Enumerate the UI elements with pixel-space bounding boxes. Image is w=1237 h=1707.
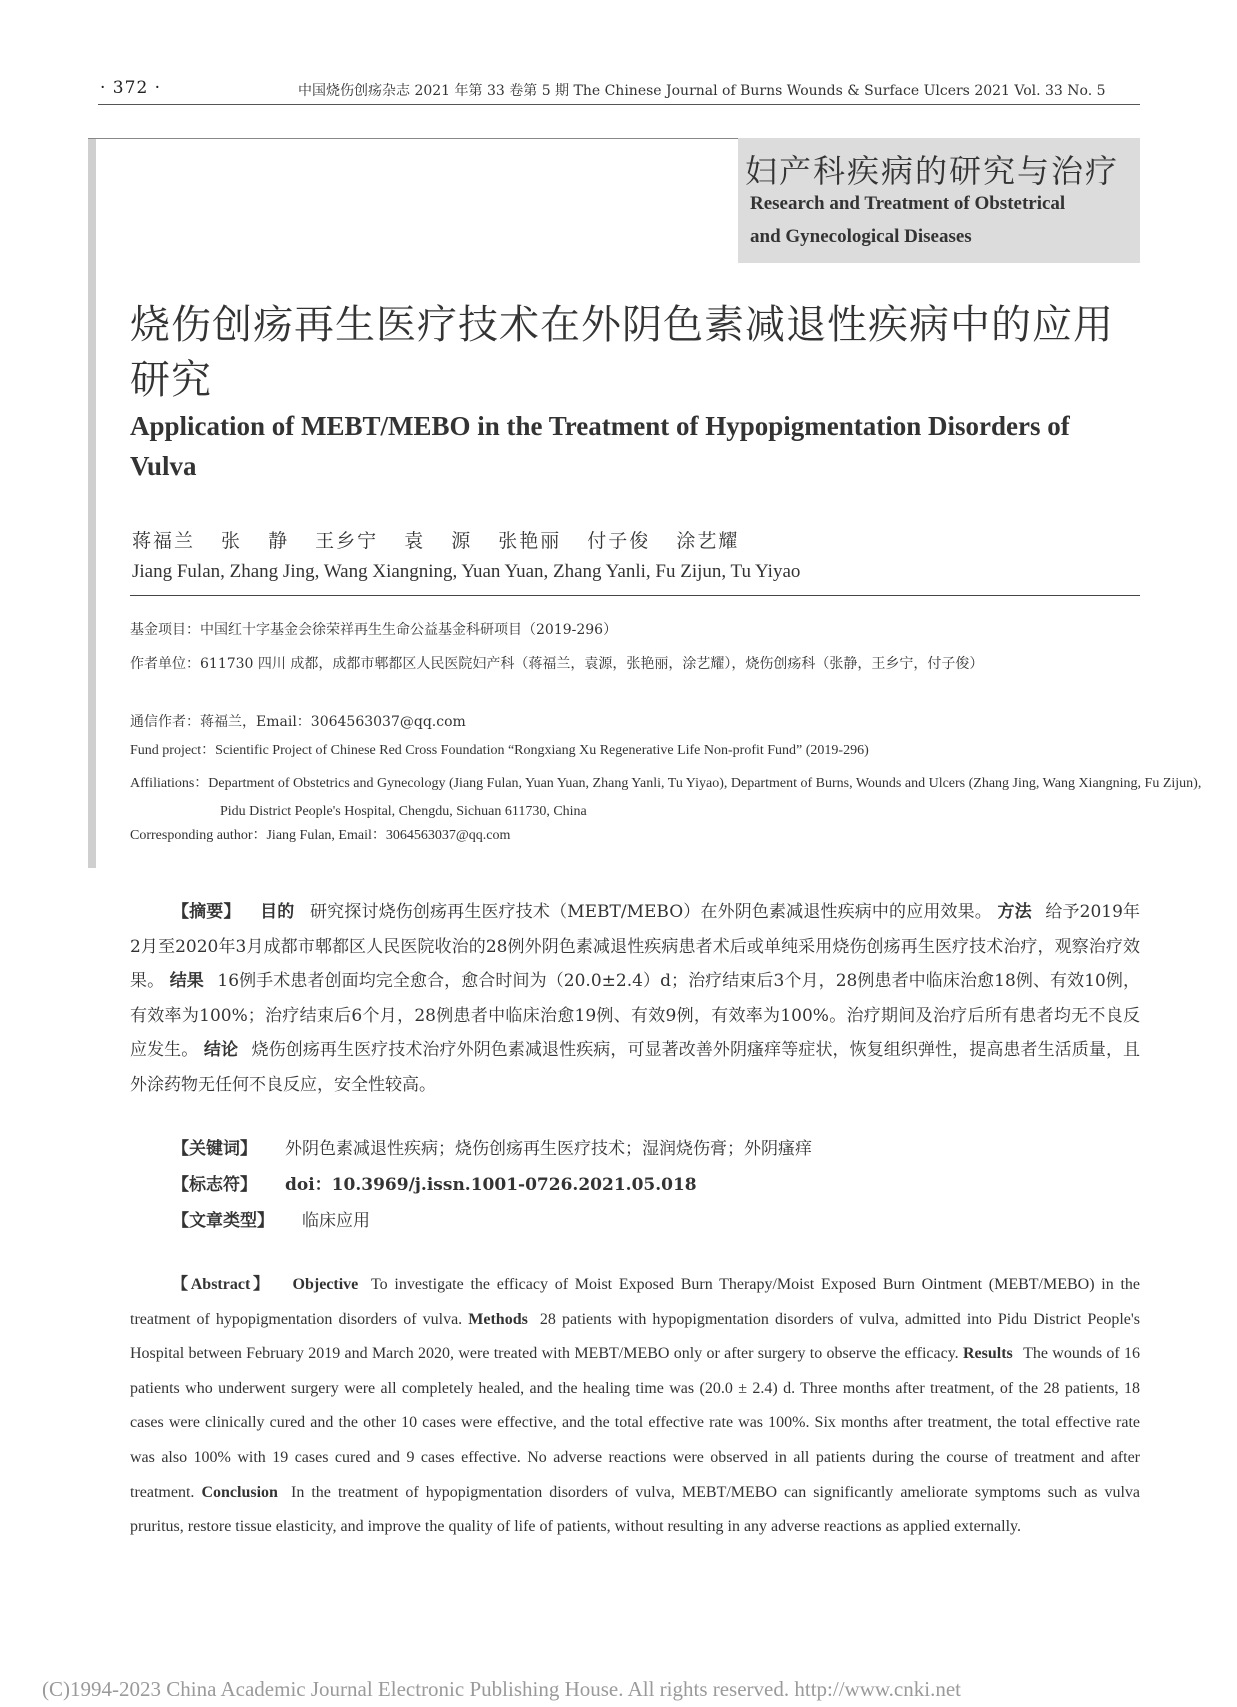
results-cn-text: 16例手术患者创面均完全愈合，愈合时间为（20.0±2.4）d；治疗结束后3个月，28例患者中临床治愈18例、有效10例，有效率为100%；治疗结束后6个月，28例患者中临床治愈19例、有效9例，有效率为100%。治疗期间及治疗后所有患者均无不良反应发生。 [130,971,1141,1060]
authors-cn: 蒋福兰 张 静 王乡宁 袁 源 张艳丽 付子俊 涂艺耀 [132,530,740,552]
fund-cn-text: 中国红十字基金会徐荣祥再生生命公益基金科研项目（2019-296） [200,622,618,638]
corresponding-cn [130,713,1140,731]
doi-text: doi：10.3969/j.issn.1001-0726.2021.05.018 [285,1175,697,1195]
fund-cn [130,621,1140,639]
journal-header: 中国烧伤创疡杂志 2021 年第 33 卷第 5 期 The Chinese Journal of Burns Wounds & Surface Ulcers 2021 Vol. 33 No. 5 [298,83,1106,99]
article-type-label: 【文章类型】 [172,1211,274,1231]
conclusion-cn-text: 烧伤创疡再生医疗技术治疗外阴色素减退性疾病，可显著改善外阴瘙痒等症状，恢复组织弹性，提高患者生活质量，且外涂药物无任何不良反应，安全性较高。 [130,1040,1141,1095]
corresponding-en-text: Jiang Fulan, Email：3064563037@qq.com [266,828,511,843]
abstract-en-label: 【Abstract】 [172,1276,272,1293]
results-en-text: The wounds of 16 patients who underwent surgery were all completely healed, and the healing time was (20.0 ± 2.4) d. Three months after treatment, of the 28 patients, 18 cases were clinically cured and the other 10 cases were effective, and the total effective rate was 100%. Six months after treatment, the total effective rate was also 100% with 19 cases cured and 9 cases effective. No adverse reactions were observed in all patients during the course of treatment and after treatment. [130,1345,1141,1501]
article-title-en: Application of MEBT/MEBO in the Treatment of Hypopigmentation Disorders of Vulva [130,411,1070,481]
authors-divider [130,595,1140,596]
results-cn-label: 结果 [169,971,204,991]
corresponding-en [130,827,1140,845]
copyright-footer: (C)1994-2023 China Academic Journal Electronic Publishing House. All rights reserved. http://www.cnki.net [42,1677,961,1701]
methods-cn-label: 方法 [997,902,1032,922]
objective-cn-label: 目的 [260,902,295,922]
corresponding-cn-label: 通信作者： [130,714,200,730]
conclusion-en-text: In the treatment of hypopigmentation disorders of vulva, MEBT/MEBO can significantly ameliorate symptoms such as vulva pruritus, restore tissue elasticity, and improve the quality of life of patients, without resulting in any adverse reactions as applied externally. [130,1483,1141,1536]
affiliation-cn [130,651,1220,678]
affiliation-cn-label: 作者单位： [130,656,200,672]
corresponding-en-label: Corresponding author： [130,828,267,843]
article-type-row [172,1206,370,1231]
affiliation-en-text: Department of Obstetrics and Gynecology (Jiang Fulan, Yuan Yuan, Zhang Yanli, Tu Yiyao), Department of Burns, Wounds and Ulcers (Zhang Jing, Wang Xiangning, Fu Zijun), Pidu District People's Hospital, Chengdu, Sichuan 611730, China [208,776,1202,819]
left-margin-bar [88,138,96,868]
abstract-en [130,1268,1140,1545]
keywords-row [172,1134,812,1159]
results-en-label: Results [963,1345,1013,1363]
fund-en-text: Scientific Project of Chinese Red Cross Foundation “Rongxiang Xu Regenerative Life Non-profit Fund” (2019-296) [215,743,869,758]
corresponding-cn-text: 蒋福兰，Email：3064563037@qq.com [200,714,466,730]
methods-cn-text: 给予2019年2月至2020年3月成都市郫都区人民医院收治的28例外阴色素减退性疾病患者术后或单纯采用烧伤创疡再生医疗技术治疗，观察治疗效果。 [130,902,1141,991]
fund-en-label: Fund project： [130,743,216,758]
methods-en-text: 28 patients with hypopigmentation disorders of vulva, admitted into Pidu District People's Hospital between February 2019 and March 2020, were treated with MEBT/MEBO only or after surgery to observe the efficacy. [130,1310,1140,1363]
abstract-cn-label: 【摘要】 [172,902,241,922]
keywords-label: 【关键词】 [172,1139,257,1159]
section-title-en-line2: and Gynecological Diseases [750,226,972,247]
objective-en-text: To investigate the efficacy of Moist Exposed Burn Therapy/Moist Exposed Burn Ointment (MEBT/MEBO) in the treatment of hypopigmentation disorders of vulva. [130,1276,1141,1328]
methods-en-label: Methods [468,1310,528,1328]
conclusion-en-label: Conclusion [201,1483,278,1501]
section-title-cn: 妇产科疾病的研究与治疗 [745,152,1120,190]
article-title-cn: 烧伤创疡再生医疗技术在外阴色素减退性疾病中的应用研究 [130,302,1114,403]
affiliation-en [130,770,1230,826]
objective-cn-text: 研究探讨烧伤创疡再生医疗技术（MEBT/MEBO）在外阴色素减退性疾病中的应用效果。 [310,902,992,922]
fund-en [130,742,1140,760]
authors-en: Jiang Fulan, Zhang Jing, Wang Xiangning, Yuan Yuan, Zhang Yanli, Fu Zijun, Tu Yiyao [132,561,801,582]
objective-en-label: Objective [292,1276,359,1293]
header-divider [98,104,1140,105]
affiliation-cn-text: 611730 四川 成都，成都市郫都区人民医院妇产科（蒋福兰，袁源，张艳丽，涂艺耀），烧伤创疡科（张静，王乡宁，付子俊） [200,656,984,672]
keywords-text: 外阴色素减退性疾病；烧伤创疡再生医疗技术；湿润烧伤膏；外阴瘙痒 [285,1139,812,1159]
abstract-cn [130,895,1140,1102]
fund-cn-label: 基金项目： [130,622,200,638]
section-top-rule [88,138,738,139]
doi-label: 【标志符】 [172,1175,257,1195]
article-type-text: 临床应用 [302,1211,370,1231]
section-title-en-line1: Research and Treatment of Obstetrical [750,193,1066,214]
affiliation-en-label: Affiliations： [130,776,209,791]
doi-row [172,1170,697,1195]
conclusion-cn-label: 结论 [203,1040,239,1060]
page-number: · 372 · [100,78,162,98]
